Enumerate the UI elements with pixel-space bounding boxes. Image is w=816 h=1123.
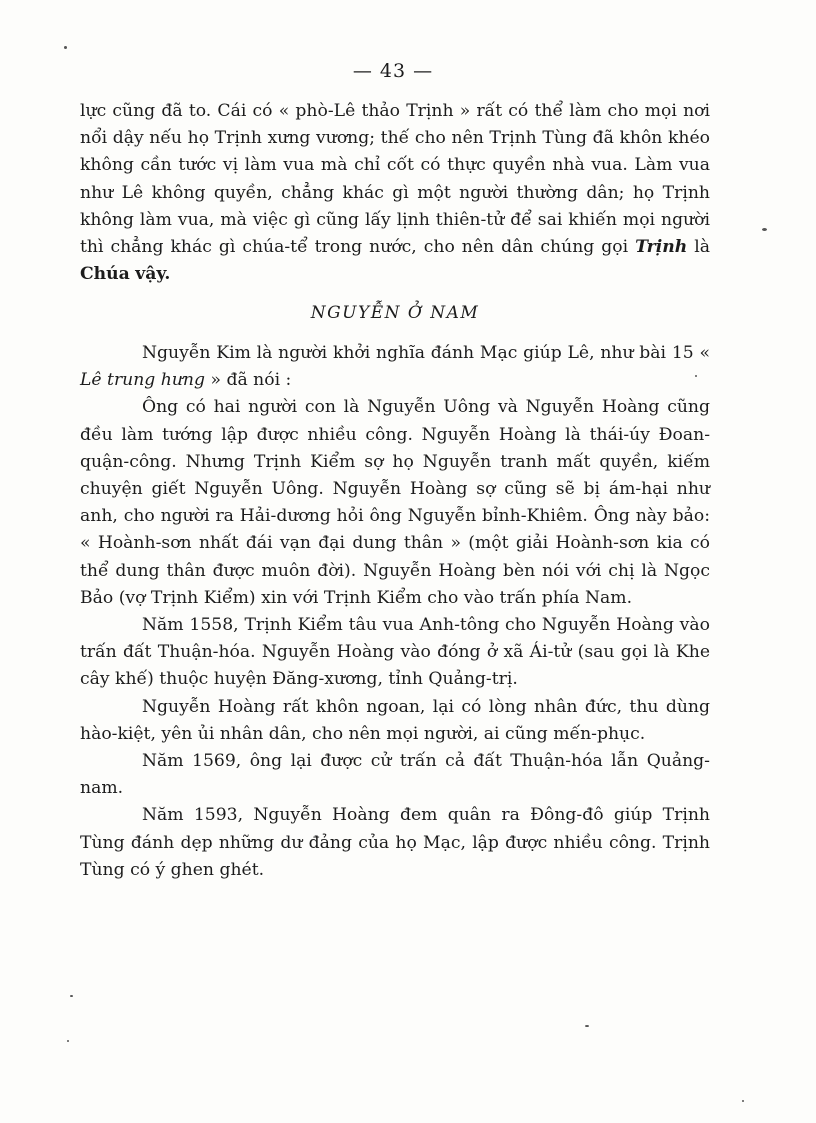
intro-paragraph	[80, 98, 710, 288]
paragraph-2: Ông có hai người con là Nguyễn Uông và Nguyễn Hoàng cũng đều làm tướng lập được nhiều công. Nguyễn Hoàng là thái-úy Đoan-quận-công. Nhưng Trịnh Kiểm sợ họ Nguyễn tranh mất quyền, kiếm chuyện giết Nguyễn Uông. Nguyễn Hoàng sợ cũng sẽ bị ám-hại như anh, cho người ra Hải-dương hỏi ông Nguyễn bỉnh-Khiêm. Ông này bảo: « Hoành-sơn nhất đái vạn đại dung thân » (một giải Hoành-sơn kia có thể dung thân được muôn đời). Nguyễn Hoàng bèn nói với chị là Ngọc Bảo (vợ Trịnh Kiểm) xin với Trịnh Kiểm cho vào trấn phía Nam.	[80, 397, 710, 608]
trinh-word: Trịnh	[635, 237, 688, 258]
intro-text	[80, 98, 710, 288]
paragraph-5: Năm 1569, ông lại được cử trấn cả đất Thuận-hóa lẫn Quảng-nam.	[80, 751, 710, 799]
p1-text-a: Nguyễn Kim là người khởi nghĩa đánh Mạc giúp Lê, như bài 15 «	[142, 343, 710, 363]
paragraph-3: Năm 1558, Trịnh Kiểm tâu vua Anh-tông cho Nguyễn Hoàng vào trấn đất Thuận-hóa. Nguyễn Hoàng vào đóng ở xã Ái-tử (sau gọi là Khe cây khế) thuộc huyện Đăng-xương, tỉnh Quảng-trị.	[80, 615, 710, 690]
paragraph-6: Năm 1593, Nguyễn Hoàng đem quân ra Đông-đô giúp Trịnh Tùng đánh dẹp những dư đảng của họ Mạc, lập được nhiều công. Trịnh Tùng có ý ghen ghét.	[80, 805, 710, 880]
scan-speck	[70, 995, 73, 997]
scan-speck	[762, 228, 767, 231]
page-number: — 43 —	[352, 60, 434, 82]
chua-word: Chúa	[80, 264, 130, 285]
section-body	[80, 340, 710, 884]
scan-speck	[695, 375, 697, 377]
scan-speck	[585, 1025, 589, 1027]
la-word: là	[694, 237, 710, 258]
section-heading: NGUYỄN Ở NAM	[310, 303, 480, 323]
p1-reference: Lê trung hưng	[80, 370, 205, 391]
p1-text-b: » đã nói :	[210, 370, 292, 391]
vay-word: vậy.	[135, 264, 171, 285]
scan-speck	[67, 1040, 69, 1042]
scan-speck	[742, 1100, 744, 1102]
paragraph-4: Nguyễn Hoàng rất khôn ngoan, lại có lòng nhân đức, thu dùng hào-kiệt, yên ủi nhân dân, cho nên mọi người, ai cũng mến-phục.	[80, 696, 710, 744]
intro-body: lực cũng đã to. Cái có « phò-Lê thảo Trịnh » rất có thể làm cho mọi nơi nổi dậy nếu họ Trịnh xưng vương; thế cho nên Trịnh Tùng đã khôn khéo không cần tước vị làm vua mà chỉ cốt có thực quyền nhà vua. Làm vua như Lê không quyền, chẳng khác gì một người thường dân; họ Trịnh không làm vua, mà việc gì cũng lấy lịnh thiên-tử để sai khiến mọi người thì chẳng khác gì chúa-tể trong nước, cho nên dân chúng gọi	[80, 101, 710, 258]
paragraph-1	[80, 340, 710, 394]
scan-speck	[64, 46, 67, 49]
